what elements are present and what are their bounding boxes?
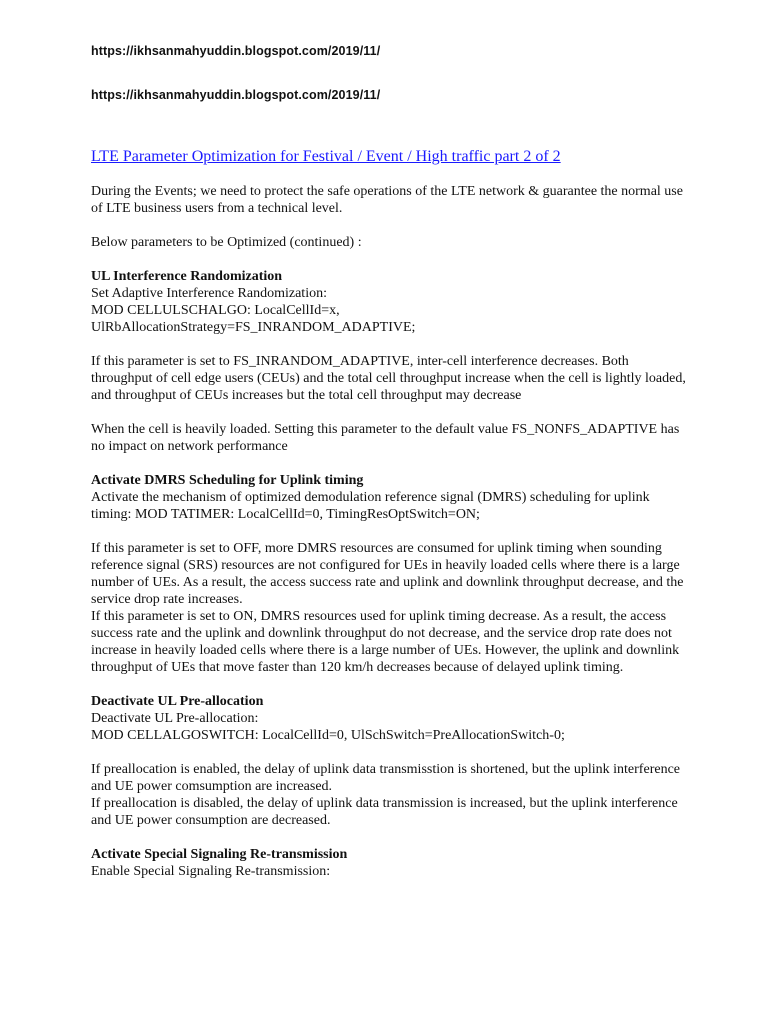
- lead-paragraph: Below parameters to be Optimized (continued) :: [91, 235, 362, 250]
- article-body: [91, 148, 691, 897]
- command-line: MOD CELLALGOSWITCH: LocalCellId=0, UlSchSwitch=PreAllocationSwitch-0;: [91, 728, 565, 743]
- body-paragraph: If preallocation is disabled, the delay of uplink data transmission is increased, but the uplink interference and UE power consumption are decreased.: [91, 796, 678, 828]
- command-line: UlRbAllocationStrategy=FS_INRANDOM_ADAPTIVE;: [91, 320, 416, 335]
- command-line: Set Adaptive Interference Randomization:: [91, 286, 327, 301]
- section-heading: Deactivate UL Pre-allocation: [91, 694, 264, 709]
- intro-paragraph: During the Events; we need to protect the safe operations of the LTE network & guarantee the normal use of LTE business users from a technical level.: [91, 184, 683, 216]
- body-paragraph: If this parameter is set to OFF, more DMRS resources are consumed for uplink timing when sounding reference signal (SRS) resources are not configured for UEs in heavily loaded cells where there is a large number of UEs. As a result, the access success rate and uplink and downlink throughput decrease, and the service drop rate increases.: [91, 541, 684, 607]
- section-heading: Activate DMRS Scheduling for Uplink timing: [91, 473, 364, 488]
- section-heading: Activate Special Signaling Re-transmission: [91, 847, 348, 862]
- section-signaling-retransmission: [91, 846, 691, 880]
- body-paragraph: If this parameter is set to FS_INRANDOM_ADAPTIVE, inter-cell interference decreases. Both throughput of cell edge users (CEUs) and the total cell throughput increase when the cell is lightly loaded, and throughput of CEUs increases but the total cell throughput may decrease: [91, 354, 686, 403]
- page-url-repeat: https://ikhsanmahyuddin.blogspot.com/2019/11/: [91, 88, 381, 102]
- page-url-header: https://ikhsanmahyuddin.blogspot.com/2019/11/: [91, 44, 381, 58]
- section-ul-preallocation: [91, 693, 691, 744]
- command-line: Enable Special Signaling Re-transmission:: [91, 864, 331, 879]
- body-paragraph: If this parameter is set to ON, DMRS resources used for uplink timing decrease. As a result, the access success rate and the uplink and downlink throughput do not decrease, and the service drop rate does not increase in heavily loaded cells where there is a large number of UEs. However, the uplink and downlink throughput of UEs that move faster than 120 km/h decreases because of delayed uplink timing.: [91, 609, 680, 675]
- article-title-link[interactable]: LTE Parameter Optimization for Festival / Event / High traffic part 2 of 2: [91, 148, 561, 165]
- command-text: Activate the mechanism of optimized demodulation reference signal (DMRS) scheduling for uplink timing: MOD TATIMER: LocalCellId=0, TimingResOptSwitch=ON;: [91, 490, 650, 522]
- section-ul-interference: [91, 268, 691, 336]
- body-paragraph: When the cell is heavily loaded. Setting this parameter to the default value FS_NONFS_ADAPTIVE has no impact on network performance: [91, 422, 680, 454]
- section-dmrs-scheduling: [91, 472, 691, 523]
- command-line: Deactivate UL Pre-allocation:: [91, 711, 259, 726]
- body-paragraph: If preallocation is enabled, the delay of uplink data transmisstion is shortened, but the uplink interference and UE power comsumption are increased.: [91, 762, 680, 794]
- section-heading: UL Interference Randomization: [91, 269, 283, 284]
- command-line: MOD CELLULSCHALGO: LocalCellId=x,: [91, 303, 340, 318]
